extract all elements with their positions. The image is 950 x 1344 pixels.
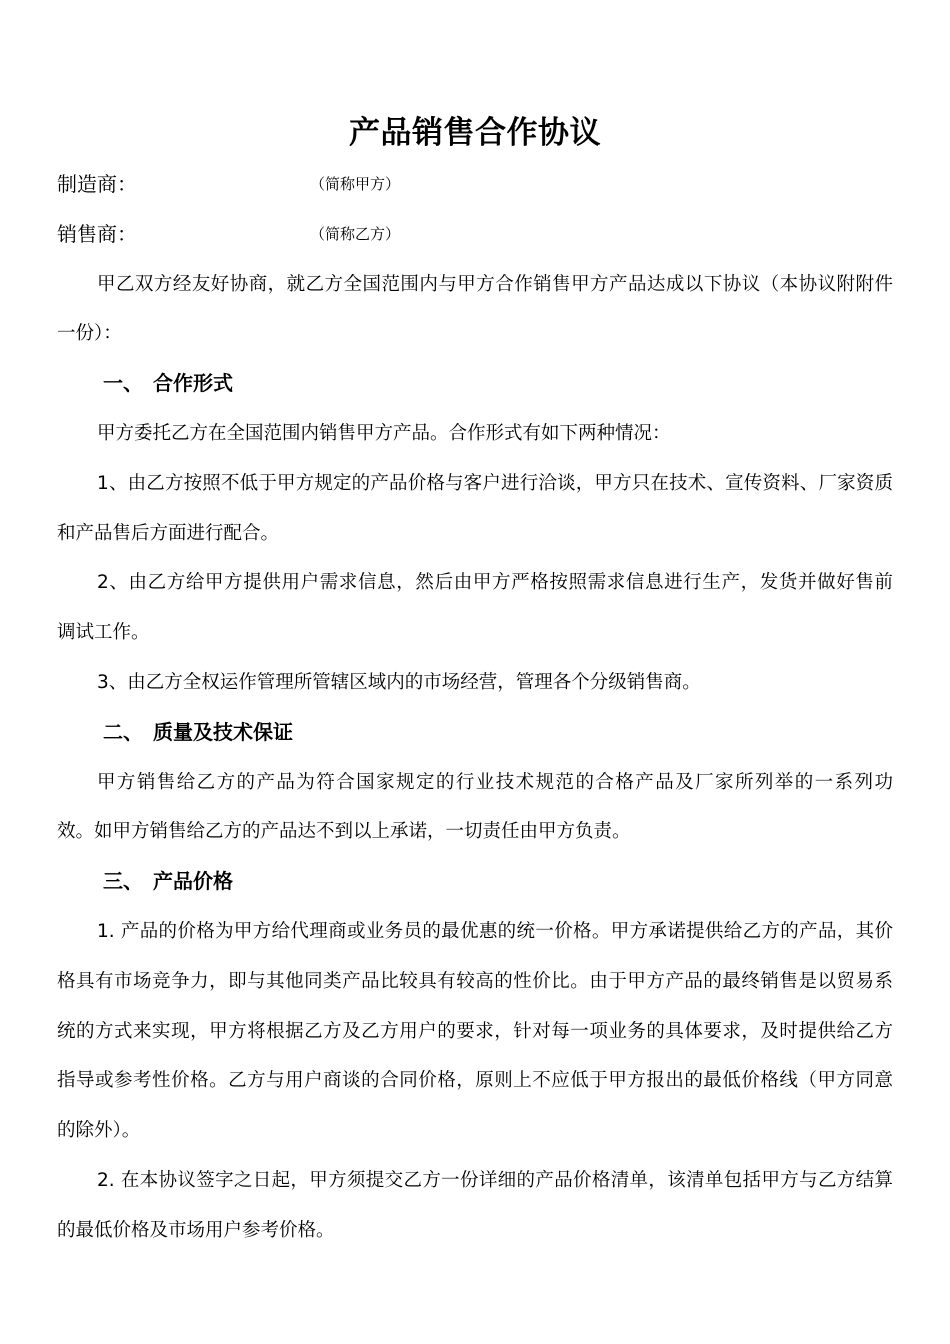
paragraph-line: 统的方式来实现，甲方将根据乙方及乙方用户的要求，针对每一项业务的具体要求，及时提供给乙方: [57, 1020, 893, 1042]
party-note: （简称乙方）: [310, 224, 401, 243]
paragraph-line: 甲方委托乙方在全国范围内销售甲方产品。合作形式有如下两种情况：: [97, 422, 671, 444]
section-heading: [57, 359, 893, 409]
paragraph-line: 的最低价格及市场用户参考价格。: [57, 1219, 335, 1241]
section-number: 二、: [103, 719, 143, 744]
paragraph-line: 甲乙双方经友好协商，就乙方全国范围内与甲方合作销售甲方产品达成以下协议（本协议附附件: [97, 273, 893, 295]
paragraph-line: 指导或参考性价格。乙方与用户商谈的合同价格，原则上不应低于甲方报出的最低价格线（甲方同意: [57, 1070, 893, 1092]
paragraph-line: 1、由乙方按照不低于甲方规定的产品价格与客户进行洽谈，甲方只在技术、宣传资料、厂家资质: [97, 472, 893, 494]
section-title: 质量及技术保证: [153, 719, 293, 744]
paragraph-line: 调试工作。: [57, 622, 150, 644]
section-number: 一、: [103, 371, 143, 396]
paragraph-line: 效。如甲方销售给乙方的产品达不到以上承诺，一切责任由甲方负责。: [57, 821, 631, 843]
section-cooperation-form: [57, 359, 893, 708]
paragraph-line: 和产品售后方面进行配合。: [57, 522, 280, 544]
party-row-manufacturer: [57, 160, 893, 210]
paragraph: [57, 558, 893, 658]
paragraph-line: 3、由乙方全权运作管理所管辖区域内的市场经营，管理各个分级销售商。: [97, 671, 701, 693]
intro-paragraph: [57, 260, 893, 360]
paragraph: [57, 658, 893, 708]
party-label: 销售商：: [57, 221, 137, 246]
section-number: 三、: [103, 869, 143, 894]
section-title: 产品价格: [153, 869, 233, 894]
section-quality-assurance: [57, 708, 893, 857]
section-heading: [57, 708, 893, 758]
paragraph-line: 1. 产品的价格为甲方给代理商或业务员的最优惠的统一价格。甲方承诺提供给乙方的产品，其价: [97, 920, 893, 942]
paragraph: [57, 1156, 893, 1256]
party-label: 制造商：: [57, 172, 137, 196]
paragraph-line: 的除外）。: [57, 1120, 141, 1142]
paragraph-line: 一份）：: [57, 323, 122, 345]
party-note: （简称甲方）: [310, 175, 401, 193]
document-body: [57, 160, 893, 1256]
paragraph-line: 甲方销售给乙方的产品为符合国家规定的行业技术规范的合格产品及厂家所列举的一系列功: [97, 771, 893, 793]
party-row-seller: [57, 210, 893, 260]
paragraph: [57, 459, 893, 559]
section-heading: [57, 857, 893, 907]
section-title: 合作形式: [153, 371, 233, 396]
paragraph-line: 格具有市场竞争力，即与其他同类产品比较具有较高的性价比。由于甲方产品的最终销售是以贸易系: [57, 970, 893, 992]
paragraph: [57, 758, 893, 858]
page-title: 产品销售合作协议: [349, 115, 601, 151]
paragraph: [57, 409, 893, 459]
paragraph: [57, 907, 893, 1156]
paragraph-line: 2. 在本协议签字之日起，甲方须提交乙方一份详细的产品价格清单，该清单包括甲方与乙方结算: [97, 1169, 893, 1191]
section-product-price: [57, 857, 893, 1255]
paragraph-line: 2、由乙方给甲方提供用户需求信息，然后由甲方严格按照需求信息进行生产，发货并做好售前: [97, 572, 893, 594]
